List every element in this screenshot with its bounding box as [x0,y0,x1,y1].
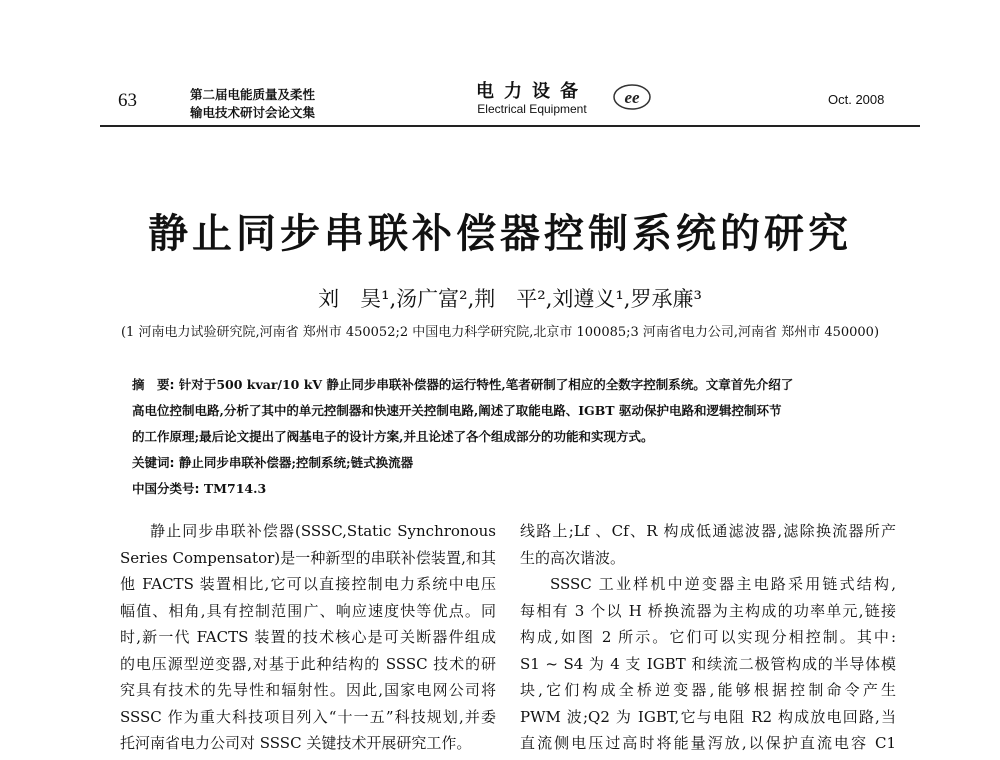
affiliations: (1 河南电力试验研究院,河南省 郑州市 450052;2 中国电力科学研究院,北京市 100085;3 河南省电力公司,河南省 郑州市 450000) [120,325,880,340]
text-line: Series Compensator)是一种新型的串联补偿装置,和其 [120,548,496,567]
text-line: 直流侧电压过高时将能量泻放,以保护直流电容 C1 [520,734,896,752]
header-divider [100,125,920,127]
text-line: SSSC 工业样机中逆变器主电路采用链式结构, [550,575,896,593]
paper-title: 静止同步串联补偿器控制系统的研究 [148,210,852,257]
conference-name [190,86,315,122]
abstract-line: 高电位控制电路,分析了其中的单元控制器和快速开关控制电路,阐述了取能电路、IGBT 驱动保护电路和逻辑控制环节 [132,403,782,418]
text-line: 的电压源型逆变器,对基于此种结构的 SSSC 技术的研 [120,654,496,673]
text-line: PWM 波;Q2 为 IGBT,它与电阻 R2 构成放电回路,当 [520,707,896,726]
journal-logo-icon [612,82,652,112]
text-line: 块,它们构成全桥逆变器,能够根据控制命令产生 [520,681,896,699]
clc-number: TM714.3 [203,481,267,496]
issue-date: Oct. 2008 [828,92,885,107]
text-line: 究具有技术的先导性和辐射性。因此,国家电网公司将 [120,681,496,699]
keywords: 静止同步串联补偿器;控制系统;链式换流器 [178,455,414,470]
abstract-line: 的工作原理;最后论文提出了阀基电子的设计方案,并且论述了各个组成部分的功能和实现方式。 [132,429,654,444]
page-number: 63 [118,90,137,111]
text-line: 静止同步串联补偿器(SSSC,Static Synchronous [150,522,496,540]
journal-name-en: Electrical Equipment [477,102,587,116]
abstract-label: 摘 要: [132,377,175,392]
text-line: 生的高次谐波。 [520,548,626,567]
clc-label: 中国分类号: [132,481,200,496]
authors: 刘 昊¹,汤广富²,荆 平²,刘遵义¹,罗承廉³ [318,287,702,311]
text-line: 时,新一代 FACTS 装置的技术核心是可关断器件组成 [120,628,496,646]
svg-text:ee: ee [624,88,640,107]
keywords-label: 关键词: [132,455,175,470]
abstract [132,372,892,502]
body-column-left [120,518,496,757]
text-line: 线路上;Lf 、Cf、R 构成低通滤波器,滤除换流器所产 [520,522,896,540]
text-line: 构成,如图 2 所示。它们可以实现分相控制。其中: [520,628,896,646]
text-line: SSSC 作为重大科技项目列入“十一五”科技规划,并委 [120,707,496,726]
abstract-line: 针对于500 kvar/10 kV 静止同步串联补偿器的运行特性,笔者研制了相应的全数字控制系统。文章首先介绍了 [178,377,794,392]
text-line: 托河南省电力公司对 SSSC 关键技术开展研究工作。 [120,734,472,752]
journal-name [458,82,606,116]
text-line: 每相有 3 个以 H 桥换流器为主构成的功率单元,链接 [520,601,896,620]
body-column-right [520,518,896,757]
journal-name-cn: 电力设备 [476,81,588,102]
conference-line-1: 第二届电能质量及柔性 [190,87,316,102]
text-line: 幅值、相角,具有控制范围广、响应速度快等优点。同 [120,601,496,620]
conference-line-2: 输电技术研讨会论文集 [190,105,316,120]
text-line: 他 FACTS 装置相比,它可以直接控制电力系统中电压 [120,575,496,593]
text-line: S1 ~ S4 为 4 支 IGBT 和续流二极管构成的半导体模 [520,654,896,673]
